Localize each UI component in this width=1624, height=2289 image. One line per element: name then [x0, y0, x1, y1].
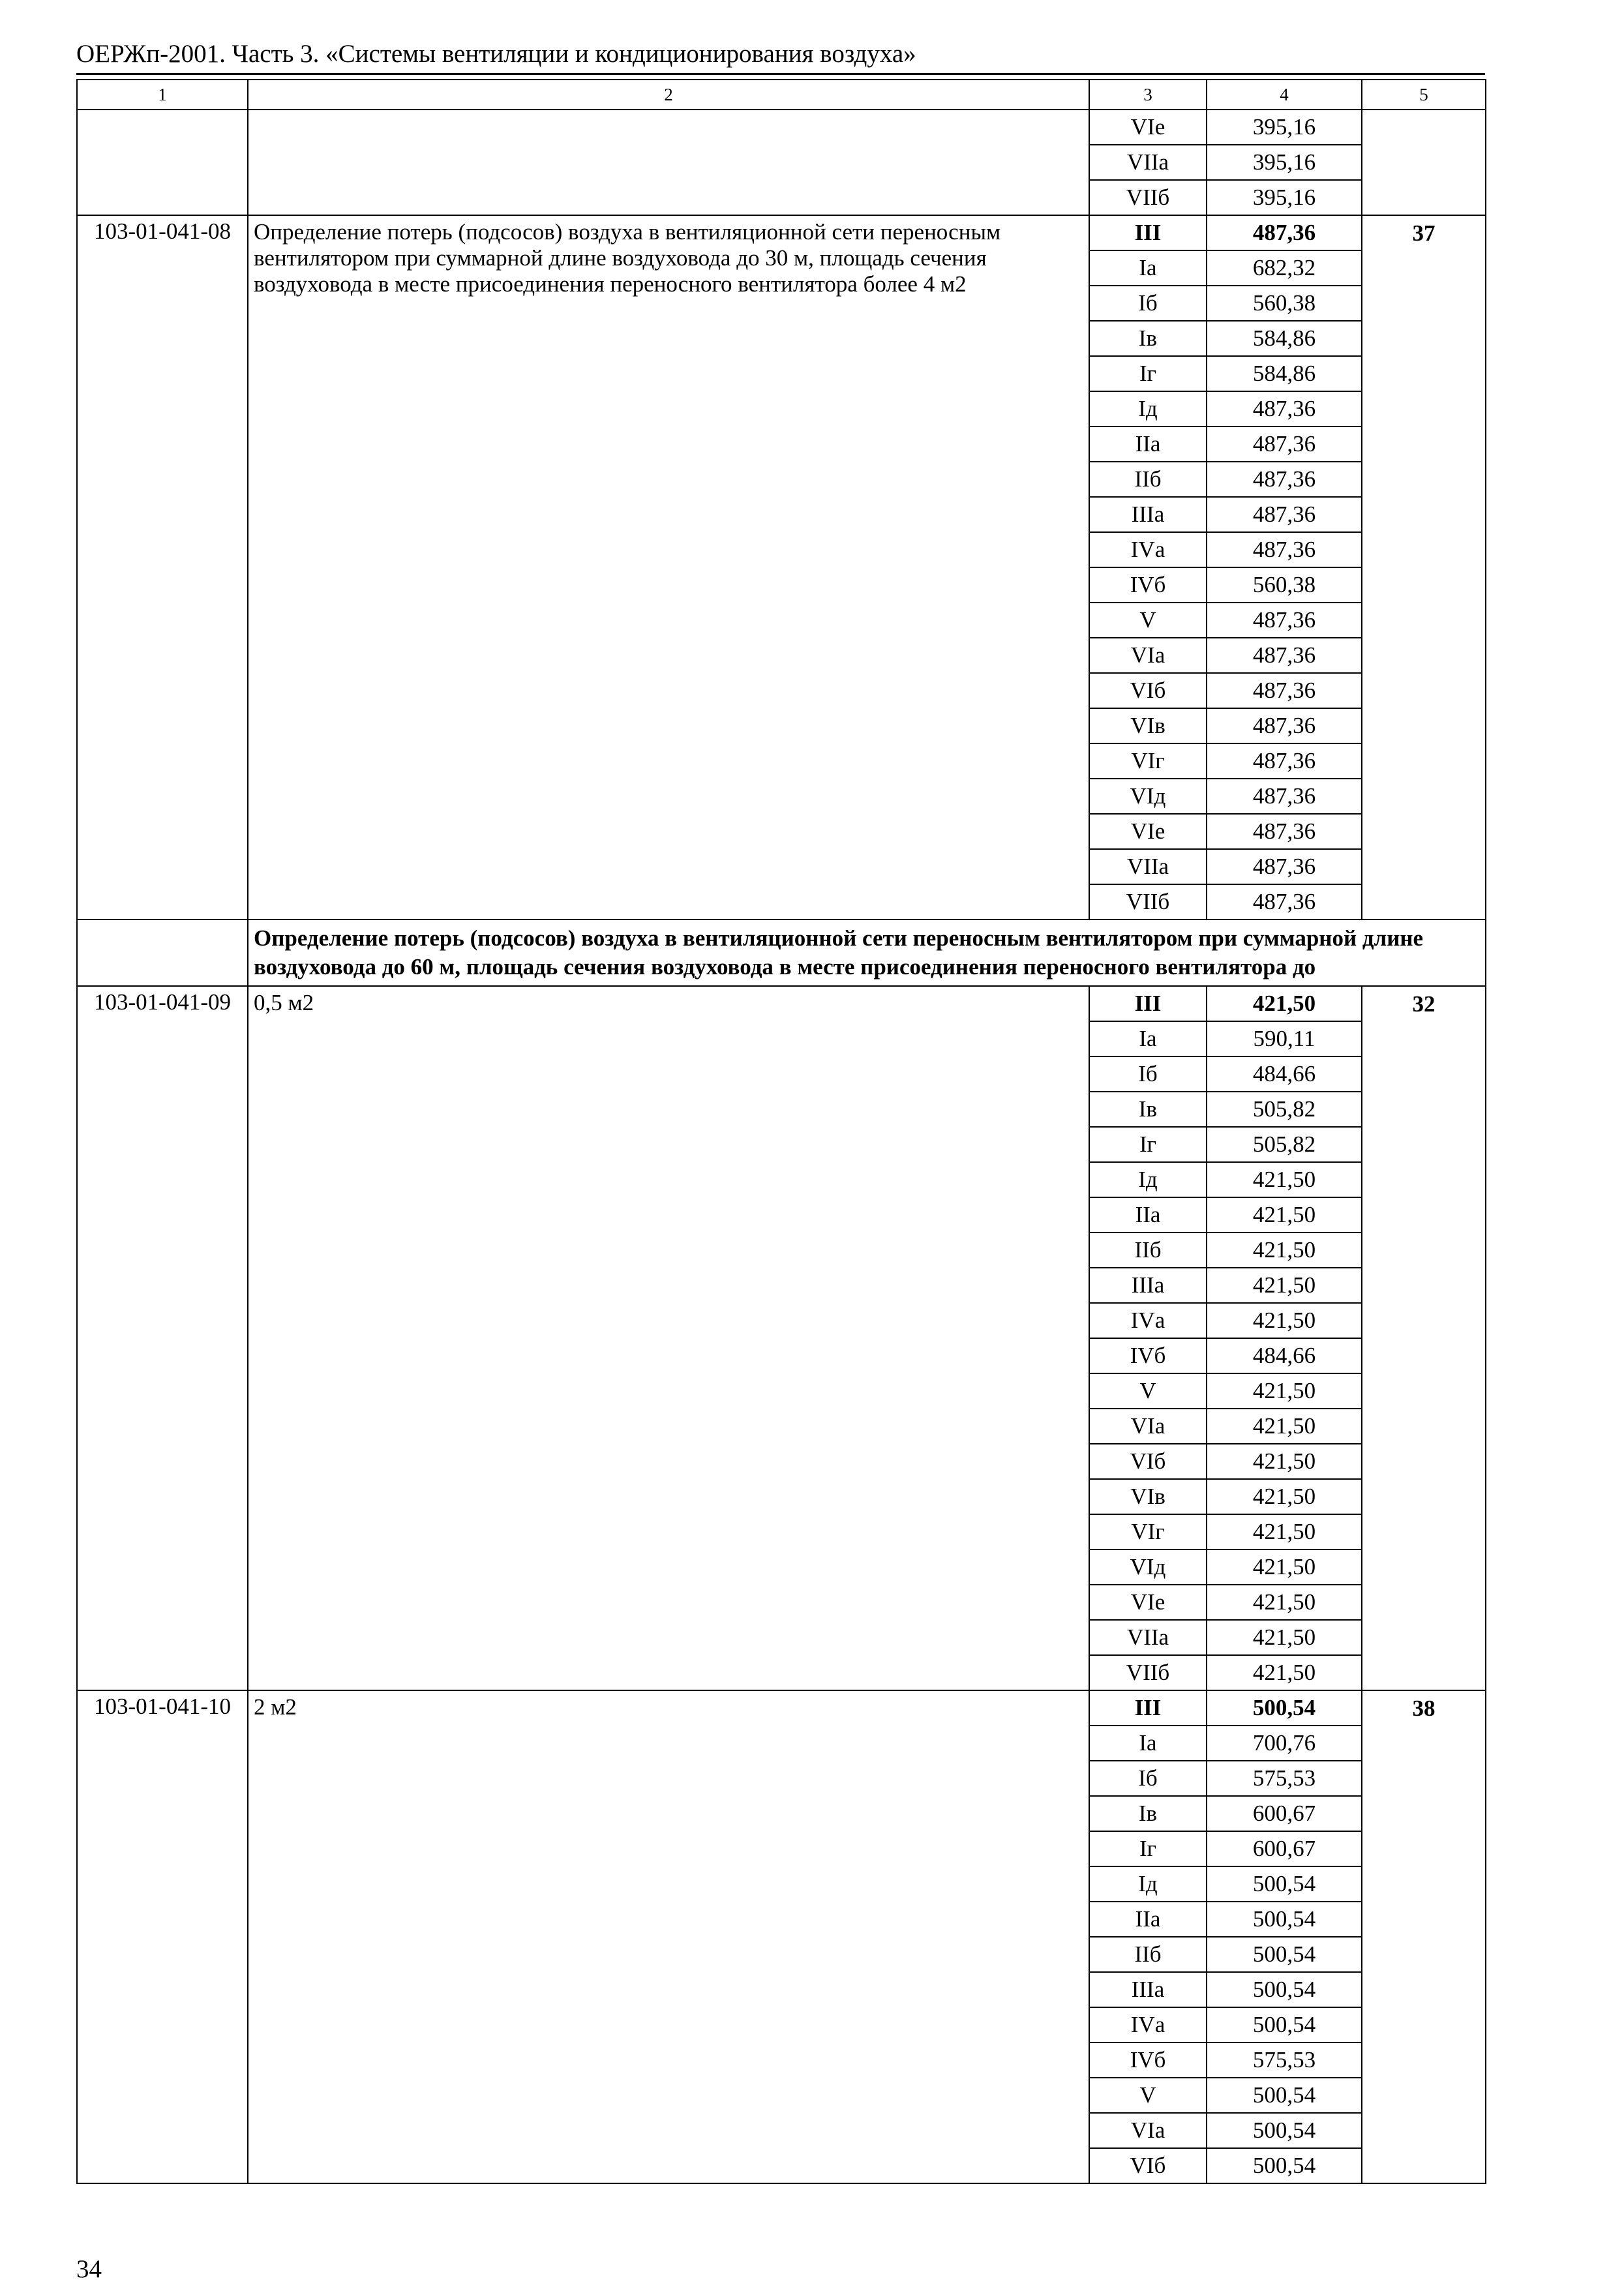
section-heading-row: [77, 920, 1486, 986]
value-cell: 421,50: [1207, 1479, 1362, 1514]
zone-cell: Iд: [1089, 1866, 1207, 1902]
zone-cell: V: [1089, 603, 1207, 638]
column-number-5: 5: [1362, 80, 1486, 110]
value-cell: 487,36: [1207, 462, 1362, 497]
zone-cell: Iд: [1089, 391, 1207, 426]
column-number-1: 1: [77, 80, 248, 110]
zone-cell: VIIа: [1089, 1620, 1207, 1655]
description-cell: [248, 110, 1089, 215]
code-cell: 103-01-041-10: [77, 1690, 248, 2183]
zone-cell: IVб: [1089, 1338, 1207, 1373]
value-cell: 421,50: [1207, 1620, 1362, 1655]
page-number: 34: [76, 2255, 102, 2283]
zone-cell: IIб: [1089, 462, 1207, 497]
table-row: [77, 215, 1486, 250]
zone-cell: V: [1089, 1373, 1207, 1409]
zone-cell: IIа: [1089, 1902, 1207, 1937]
zone-cell: Iб: [1089, 1056, 1207, 1092]
zone-cell: VIе: [1089, 110, 1207, 145]
zone-cell: IIб: [1089, 1937, 1207, 1972]
zone-cell: VIв: [1089, 708, 1207, 743]
zone-cell: VIе: [1089, 814, 1207, 849]
zone-cell: VIIб: [1089, 180, 1207, 215]
reference-cell: 32: [1362, 986, 1486, 1690]
value-cell: 505,82: [1207, 1092, 1362, 1127]
zone-cell: IVа: [1089, 1303, 1207, 1338]
value-cell: 600,67: [1207, 1831, 1362, 1866]
zone-cell: Iв: [1089, 321, 1207, 356]
table-row: [77, 986, 1486, 1021]
zone-cell: Iд: [1089, 1162, 1207, 1197]
value-cell: 560,38: [1207, 567, 1362, 603]
zone-cell: VIб: [1089, 2148, 1207, 2183]
value-cell: 421,50: [1207, 1233, 1362, 1268]
code-cell: 103-01-041-09: [77, 986, 248, 1690]
value-cell: 487,36: [1207, 391, 1362, 426]
zone-cell: IVа: [1089, 2007, 1207, 2042]
value-cell: 487,36: [1207, 814, 1362, 849]
value-cell: 421,50: [1207, 1303, 1362, 1338]
value-cell: 487,36: [1207, 638, 1362, 673]
value-cell: 484,66: [1207, 1056, 1362, 1092]
zone-cell: IIIа: [1089, 497, 1207, 532]
value-cell: 500,54: [1207, 1937, 1362, 1972]
reference-cell: 37: [1362, 215, 1486, 920]
zone-cell: IIIа: [1089, 1972, 1207, 2007]
value-cell: 487,36: [1207, 497, 1362, 532]
zone-cell: VIIа: [1089, 145, 1207, 180]
value-cell: 421,50: [1207, 1409, 1362, 1444]
value-cell: 487,36: [1207, 708, 1362, 743]
zone-cell: VIд: [1089, 1549, 1207, 1585]
column-number-row: [77, 80, 1486, 110]
value-cell: 395,16: [1207, 110, 1362, 145]
zone-cell: Iб: [1089, 1761, 1207, 1796]
value-cell: 421,50: [1207, 1655, 1362, 1690]
description-cell: Определение потерь (подсосов) воздуха в вентиляционной сети переносным вентилятором при суммарной длине воздуховода до 30 м, площадь сечения воздуховода в месте присоединения переносного вентилятора более 4 м2: [248, 215, 1089, 920]
value-cell: 600,67: [1207, 1796, 1362, 1831]
zone-cell: III: [1089, 215, 1207, 250]
zone-cell: VIд: [1089, 779, 1207, 814]
reference-cell: 38: [1362, 1690, 1486, 2183]
zone-cell: IVб: [1089, 2042, 1207, 2078]
value-cell: 584,86: [1207, 321, 1362, 356]
value-cell: 505,82: [1207, 1127, 1362, 1162]
value-cell: 500,54: [1207, 2148, 1362, 2183]
zone-cell: VIIа: [1089, 849, 1207, 884]
zone-cell: VIв: [1089, 1479, 1207, 1514]
value-cell: 500,54: [1207, 1902, 1362, 1937]
value-cell: 575,53: [1207, 1761, 1362, 1796]
zone-cell: IIа: [1089, 426, 1207, 462]
zone-cell: IVб: [1089, 567, 1207, 603]
value-cell: 421,50: [1207, 1444, 1362, 1479]
zone-cell: Iг: [1089, 1831, 1207, 1866]
zone-cell: Iб: [1089, 286, 1207, 321]
code-cell: [77, 110, 248, 215]
zone-cell: VIг: [1089, 1514, 1207, 1549]
zone-cell: V: [1089, 2078, 1207, 2113]
zone-cell: VIа: [1089, 2113, 1207, 2148]
zone-cell: VIа: [1089, 638, 1207, 673]
column-number-2: 2: [248, 80, 1089, 110]
table-row: [77, 110, 1486, 145]
zone-cell: VIг: [1089, 743, 1207, 779]
zone-cell: VIб: [1089, 673, 1207, 708]
value-cell: 500,54: [1207, 1972, 1362, 2007]
column-number-4: 4: [1207, 80, 1362, 110]
value-cell: 421,50: [1207, 1197, 1362, 1233]
zone-cell: VIIб: [1089, 884, 1207, 920]
value-cell: 395,16: [1207, 145, 1362, 180]
value-cell: 421,50: [1207, 1268, 1362, 1303]
value-cell: 487,36: [1207, 215, 1362, 250]
value-cell: 421,50: [1207, 1549, 1362, 1585]
value-cell: 421,50: [1207, 1514, 1362, 1549]
zone-cell: Iа: [1089, 250, 1207, 286]
value-cell: 421,50: [1207, 1585, 1362, 1620]
page-header-title: ОЕРЖп-2001. Часть 3. «Системы вентиляции и кондиционирования воздуха»: [76, 40, 916, 68]
zone-cell: Iв: [1089, 1796, 1207, 1831]
zone-cell: VIб: [1089, 1444, 1207, 1479]
value-cell: 590,11: [1207, 1021, 1362, 1056]
value-cell: 395,16: [1207, 180, 1362, 215]
value-cell: 421,50: [1207, 1162, 1362, 1197]
value-cell: 487,36: [1207, 884, 1362, 920]
rates-table-body: [77, 80, 1486, 2183]
value-cell: 487,36: [1207, 673, 1362, 708]
value-cell: 487,36: [1207, 426, 1362, 462]
value-cell: 484,66: [1207, 1338, 1362, 1373]
value-cell: 487,36: [1207, 603, 1362, 638]
value-cell: 700,76: [1207, 1726, 1362, 1761]
zone-cell: Iг: [1089, 1127, 1207, 1162]
code-cell: 103-01-041-08: [77, 215, 248, 920]
reference-cell: [1362, 110, 1486, 215]
value-cell: 560,38: [1207, 286, 1362, 321]
zone-cell: VIе: [1089, 1585, 1207, 1620]
section-heading: Определение потерь (подсосов) воздуха в вентиляционной сети переносным вентилятором при суммарной длине воздуховода до 60 м, площадь сечения воздуховода в месте присоединения переносного вентилятора до: [248, 920, 1486, 986]
zone-cell: Iг: [1089, 356, 1207, 391]
value-cell: 682,32: [1207, 250, 1362, 286]
value-cell: 500,54: [1207, 2007, 1362, 2042]
zone-cell: Iв: [1089, 1092, 1207, 1127]
rates-table: [76, 79, 1486, 2184]
header-rule: [76, 73, 1485, 75]
value-cell: 487,36: [1207, 849, 1362, 884]
zone-cell: IIIа: [1089, 1268, 1207, 1303]
zone-cell: III: [1089, 986, 1207, 1021]
zone-cell: Iа: [1089, 1021, 1207, 1056]
zone-cell: VIIб: [1089, 1655, 1207, 1690]
table-row: [77, 1690, 1486, 1726]
value-cell: 584,86: [1207, 356, 1362, 391]
description-cell: 2 м2: [248, 1690, 1089, 2183]
value-cell: 500,54: [1207, 2113, 1362, 2148]
value-cell: 575,53: [1207, 2042, 1362, 2078]
value-cell: 487,36: [1207, 743, 1362, 779]
description-cell: 0,5 м2: [248, 986, 1089, 1690]
zone-cell: Iа: [1089, 1726, 1207, 1761]
value-cell: 500,54: [1207, 2078, 1362, 2113]
value-cell: 500,54: [1207, 1690, 1362, 1726]
value-cell: 487,36: [1207, 532, 1362, 567]
value-cell: 487,36: [1207, 779, 1362, 814]
column-number-3: 3: [1089, 80, 1207, 110]
zone-cell: IIб: [1089, 1233, 1207, 1268]
zone-cell: IIа: [1089, 1197, 1207, 1233]
zone-cell: VIа: [1089, 1409, 1207, 1444]
value-cell: 500,54: [1207, 1866, 1362, 1902]
value-cell: 421,50: [1207, 986, 1362, 1021]
zone-cell: IVа: [1089, 532, 1207, 567]
zone-cell: III: [1089, 1690, 1207, 1726]
value-cell: 421,50: [1207, 1373, 1362, 1409]
section-code-cell: [77, 920, 248, 986]
